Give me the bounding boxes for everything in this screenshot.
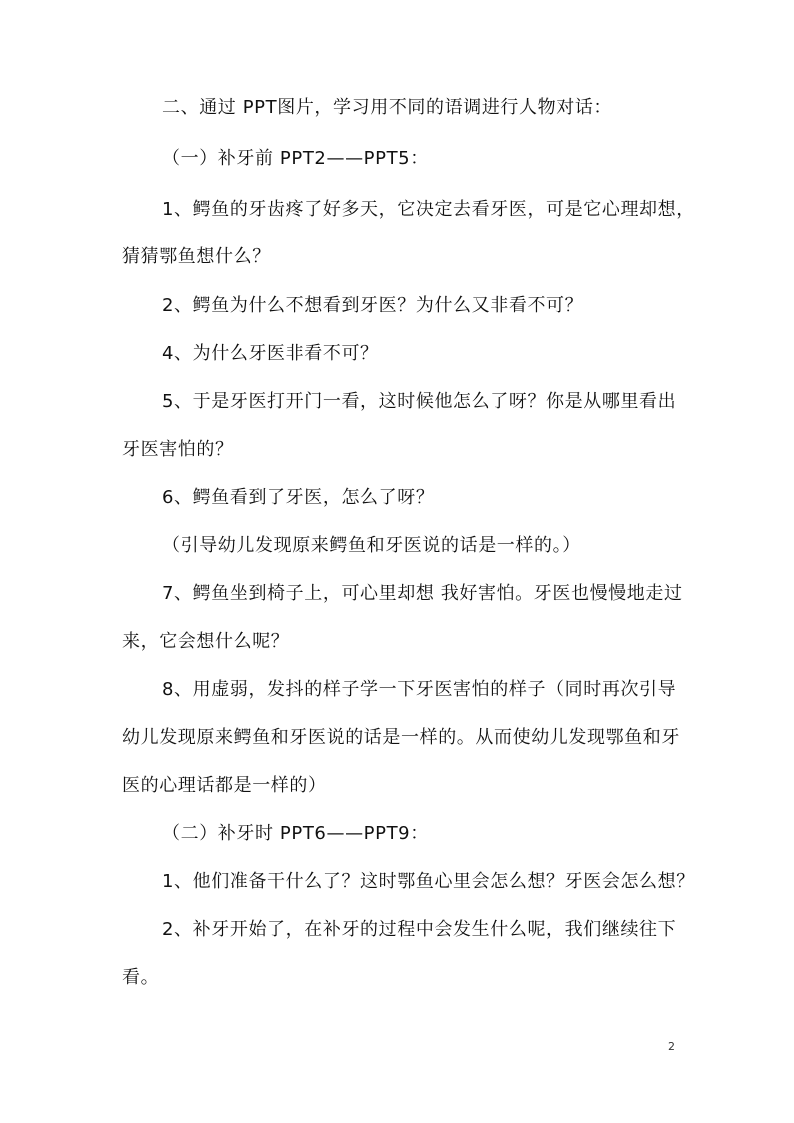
text-line-4: 猜猜鄂鱼想什么？ <box>122 246 271 267</box>
text-line-7: 5、于是牙医打开门一看，这时候他怎么了呀？你是从哪里看出 <box>162 391 677 412</box>
text-line-10: （引导幼儿发现原来鳄鱼和牙医说的话是一样的。） <box>162 535 581 556</box>
text-line-13: 8、用虚弱，发抖的样子学一下牙医害怕的样子（同时再次引导 <box>162 679 677 700</box>
text-line-11: 7、鳄鱼坐到椅子上，可心里却想 我好害怕。牙医也慢慢地走过 <box>162 583 683 604</box>
text-line-2: （一）补牙前 PPT2——PPT5： <box>162 148 429 169</box>
text-line-14: 幼儿发现原来鳄鱼和牙医说的话是一样的。从而使幼儿发现鄂鱼和牙 <box>122 727 680 748</box>
text-line-1: 二、通过 PPT图片，学习用不同的语调进行人物对话： <box>162 97 613 118</box>
text-line-3: 1、鳄鱼的牙齿疼了好多天，它决定去看牙医，可是它心理却想， <box>162 199 695 220</box>
text-line-9: 6、鳄鱼看到了牙医，怎么了呀？ <box>162 487 435 508</box>
text-line-18: 2、补牙开始了，在补牙的过程中会发生什么呢，我们继续往下 <box>162 919 677 940</box>
text-line-17: 1、他们准备干什么了？这时鄂鱼心里会怎么想？牙医会怎么想？ <box>162 871 695 892</box>
text-line-19: 看。 <box>122 967 160 988</box>
text-line-15: 医的心理话都是一样的） <box>122 775 327 796</box>
text-line-5: 2、鳄鱼为什么不想看到牙医？为什么又非看不可？ <box>162 295 584 316</box>
text-line-16: （二）补牙时 PPT6——PPT9： <box>162 823 429 844</box>
text-line-8: 牙医害怕的？ <box>122 439 234 460</box>
page-number: 2 <box>668 1040 675 1053</box>
text-line-12: 来，它会想什么呢？ <box>122 631 290 652</box>
text-line-6: 4、为什么牙医非看不可？ <box>162 343 379 364</box>
